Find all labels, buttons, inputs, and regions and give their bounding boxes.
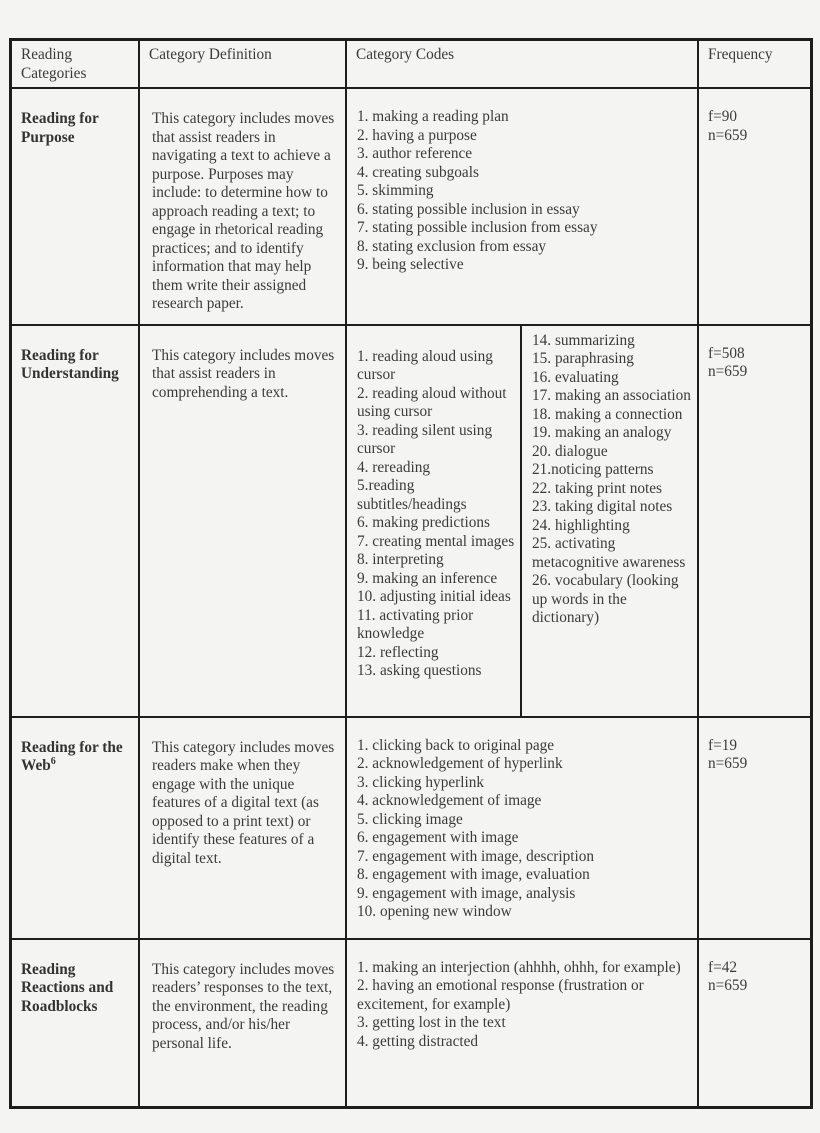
code-item: 3. clicking hyperlink bbox=[357, 773, 485, 791]
frequency-n-value: n=659 bbox=[708, 126, 748, 144]
category-cell bbox=[12, 326, 140, 718]
frequency-n-value: n=659 bbox=[708, 755, 748, 772]
table-row bbox=[12, 326, 810, 718]
category-cell bbox=[12, 940, 140, 1106]
code-item: 1. reading aloud using cursor bbox=[357, 347, 493, 383]
reading-coding-table bbox=[9, 38, 813, 1109]
codes-cell bbox=[347, 89, 699, 326]
frequency-cell bbox=[699, 326, 810, 718]
code-item: 6. engagement with image bbox=[357, 829, 519, 846]
category-text: Reading for the Web$^6$ bbox=[21, 738, 123, 774]
header-cell-reading-categories: Reading Categories bbox=[12, 41, 140, 89]
code-item: 5. clicking image bbox=[357, 810, 463, 828]
codes-subcolumn bbox=[347, 326, 522, 716]
code-item: 9. making an inference bbox=[357, 569, 498, 587]
code-item: 2. acknowledgement of hyperlink bbox=[357, 755, 563, 772]
code-item: 2. having an emotional response (frustration or excitement, for example) bbox=[357, 977, 644, 1013]
header-cell-category-codes: Category Codes bbox=[347, 41, 699, 89]
code-item: 15. paraphrasing bbox=[532, 350, 634, 367]
frequency-cell bbox=[699, 940, 810, 1106]
code-item: 20. dialogue bbox=[532, 442, 608, 460]
code-item: 8. interpreting bbox=[357, 551, 444, 568]
footnote-marker: 6 bbox=[50, 755, 56, 767]
code-item: 6. making predictions bbox=[357, 514, 490, 531]
code-item: 1. clicking back to original page bbox=[357, 736, 555, 754]
code-item: 9. engagement with image, analysis bbox=[357, 884, 576, 902]
code-item: 18. making a connection bbox=[532, 405, 683, 423]
code-item: 7. stating possible inclusion from essay bbox=[357, 219, 598, 236]
code-item: 4. acknowledgement of image bbox=[357, 792, 542, 809]
category-cell bbox=[12, 89, 140, 326]
code-item: 14. summarizing bbox=[532, 331, 635, 349]
code-item: 24. highlighting bbox=[532, 516, 630, 534]
header-cell-category-definition: Category Definition bbox=[140, 41, 347, 89]
code-item: 4. creating subgoals bbox=[357, 163, 479, 181]
code-item: 1. making an interjection (ahhhh, ohhh, for example) bbox=[357, 958, 681, 976]
definition-cell: This category includes moves that assist readers in comprehending a text. bbox=[140, 326, 347, 718]
frequency-f-value: f=90 bbox=[708, 108, 738, 125]
frequency-n-value: n=659 bbox=[708, 363, 748, 380]
code-item: 23. taking digital notes bbox=[532, 498, 673, 515]
code-item: 3. author reference bbox=[357, 145, 473, 162]
code-item: 2. having a purpose bbox=[357, 126, 477, 144]
code-item: 7. creating mental images bbox=[357, 532, 515, 550]
code-item: 22. taking print notes bbox=[532, 479, 663, 497]
code-item: 16. evaluating bbox=[532, 368, 619, 386]
codes-cell bbox=[347, 326, 699, 718]
frequency-f-value: f=42 bbox=[708, 958, 738, 976]
code-item: 11. activating prior knowledge bbox=[357, 606, 474, 642]
definition-cell: This category includes moves readers make when they engage with the unique features of a digital text (as opposed to a print text) or identify these features of a digital text. bbox=[140, 718, 347, 940]
table-header-row bbox=[12, 41, 810, 89]
definition-cell: This category includes moves that assist readers in navigating a text to achieve a purpose. Purposes may include: to determine how to approach reading a text; to engage in rhetorical reading practices; and to identify information that may help them write their assigned research paper. bbox=[140, 89, 347, 326]
definition-cell: This category includes moves readers’ responses to the text, the environment, the reading process, and/or his/her personal life. bbox=[140, 940, 347, 1106]
code-item: 26. vocabulary (looking up words in the dictionary) bbox=[532, 572, 679, 626]
frequency-n-value: n=659 bbox=[708, 977, 748, 994]
table-row bbox=[12, 718, 810, 940]
category-cell bbox=[12, 718, 140, 940]
code-item: 5.reading subtitles/headings bbox=[357, 477, 467, 513]
frequency-f-value: f=19 bbox=[708, 736, 738, 754]
code-item: 21.noticing patterns bbox=[532, 461, 654, 478]
code-item: 3. reading silent using cursor bbox=[357, 421, 493, 457]
code-item: 6. stating possible inclusion in essay bbox=[357, 200, 580, 218]
category-text: Reading Reactions and Roadblocks bbox=[21, 960, 114, 1015]
code-item: 8. stating exclusion from essay bbox=[357, 237, 547, 255]
frequency-f-value: f=508 bbox=[708, 344, 745, 362]
code-item: 17. making an association bbox=[532, 387, 691, 404]
frequency-cell bbox=[699, 718, 810, 940]
code-item: 1. making a reading plan bbox=[357, 108, 509, 125]
code-item: 12. reflecting bbox=[357, 643, 439, 661]
codes-cell bbox=[347, 718, 699, 940]
code-item: 10. opening new window bbox=[357, 903, 512, 920]
code-item: 5. skimming bbox=[357, 182, 434, 199]
code-item: 19. making an analogy bbox=[532, 424, 672, 441]
table-row bbox=[12, 940, 810, 1106]
table-row bbox=[12, 89, 810, 326]
category-text: Reading for Understanding bbox=[21, 346, 119, 382]
code-item: 25. activating metacognitive awareness bbox=[532, 535, 686, 571]
header-cell-frequency: Frequency bbox=[699, 41, 810, 89]
code-item: 3. getting lost in the text bbox=[357, 1014, 506, 1031]
code-item: 8. engagement with image, evaluation bbox=[357, 866, 590, 883]
code-item: 7. engagement with image, description bbox=[357, 847, 595, 865]
frequency-cell bbox=[699, 89, 810, 326]
category-text: Reading for Purpose bbox=[21, 110, 99, 146]
codes-cell bbox=[347, 940, 699, 1106]
codes-subcolumn bbox=[522, 326, 697, 716]
code-item: 9. being selective bbox=[357, 256, 464, 273]
code-item: 4. rereading bbox=[357, 458, 431, 476]
code-item: 10. adjusting initial ideas bbox=[357, 588, 511, 605]
code-item: 4. getting distracted bbox=[357, 1032, 479, 1050]
code-item: 2. reading aloud without using cursor bbox=[357, 384, 507, 420]
code-item: 13. asking questions bbox=[357, 662, 482, 679]
